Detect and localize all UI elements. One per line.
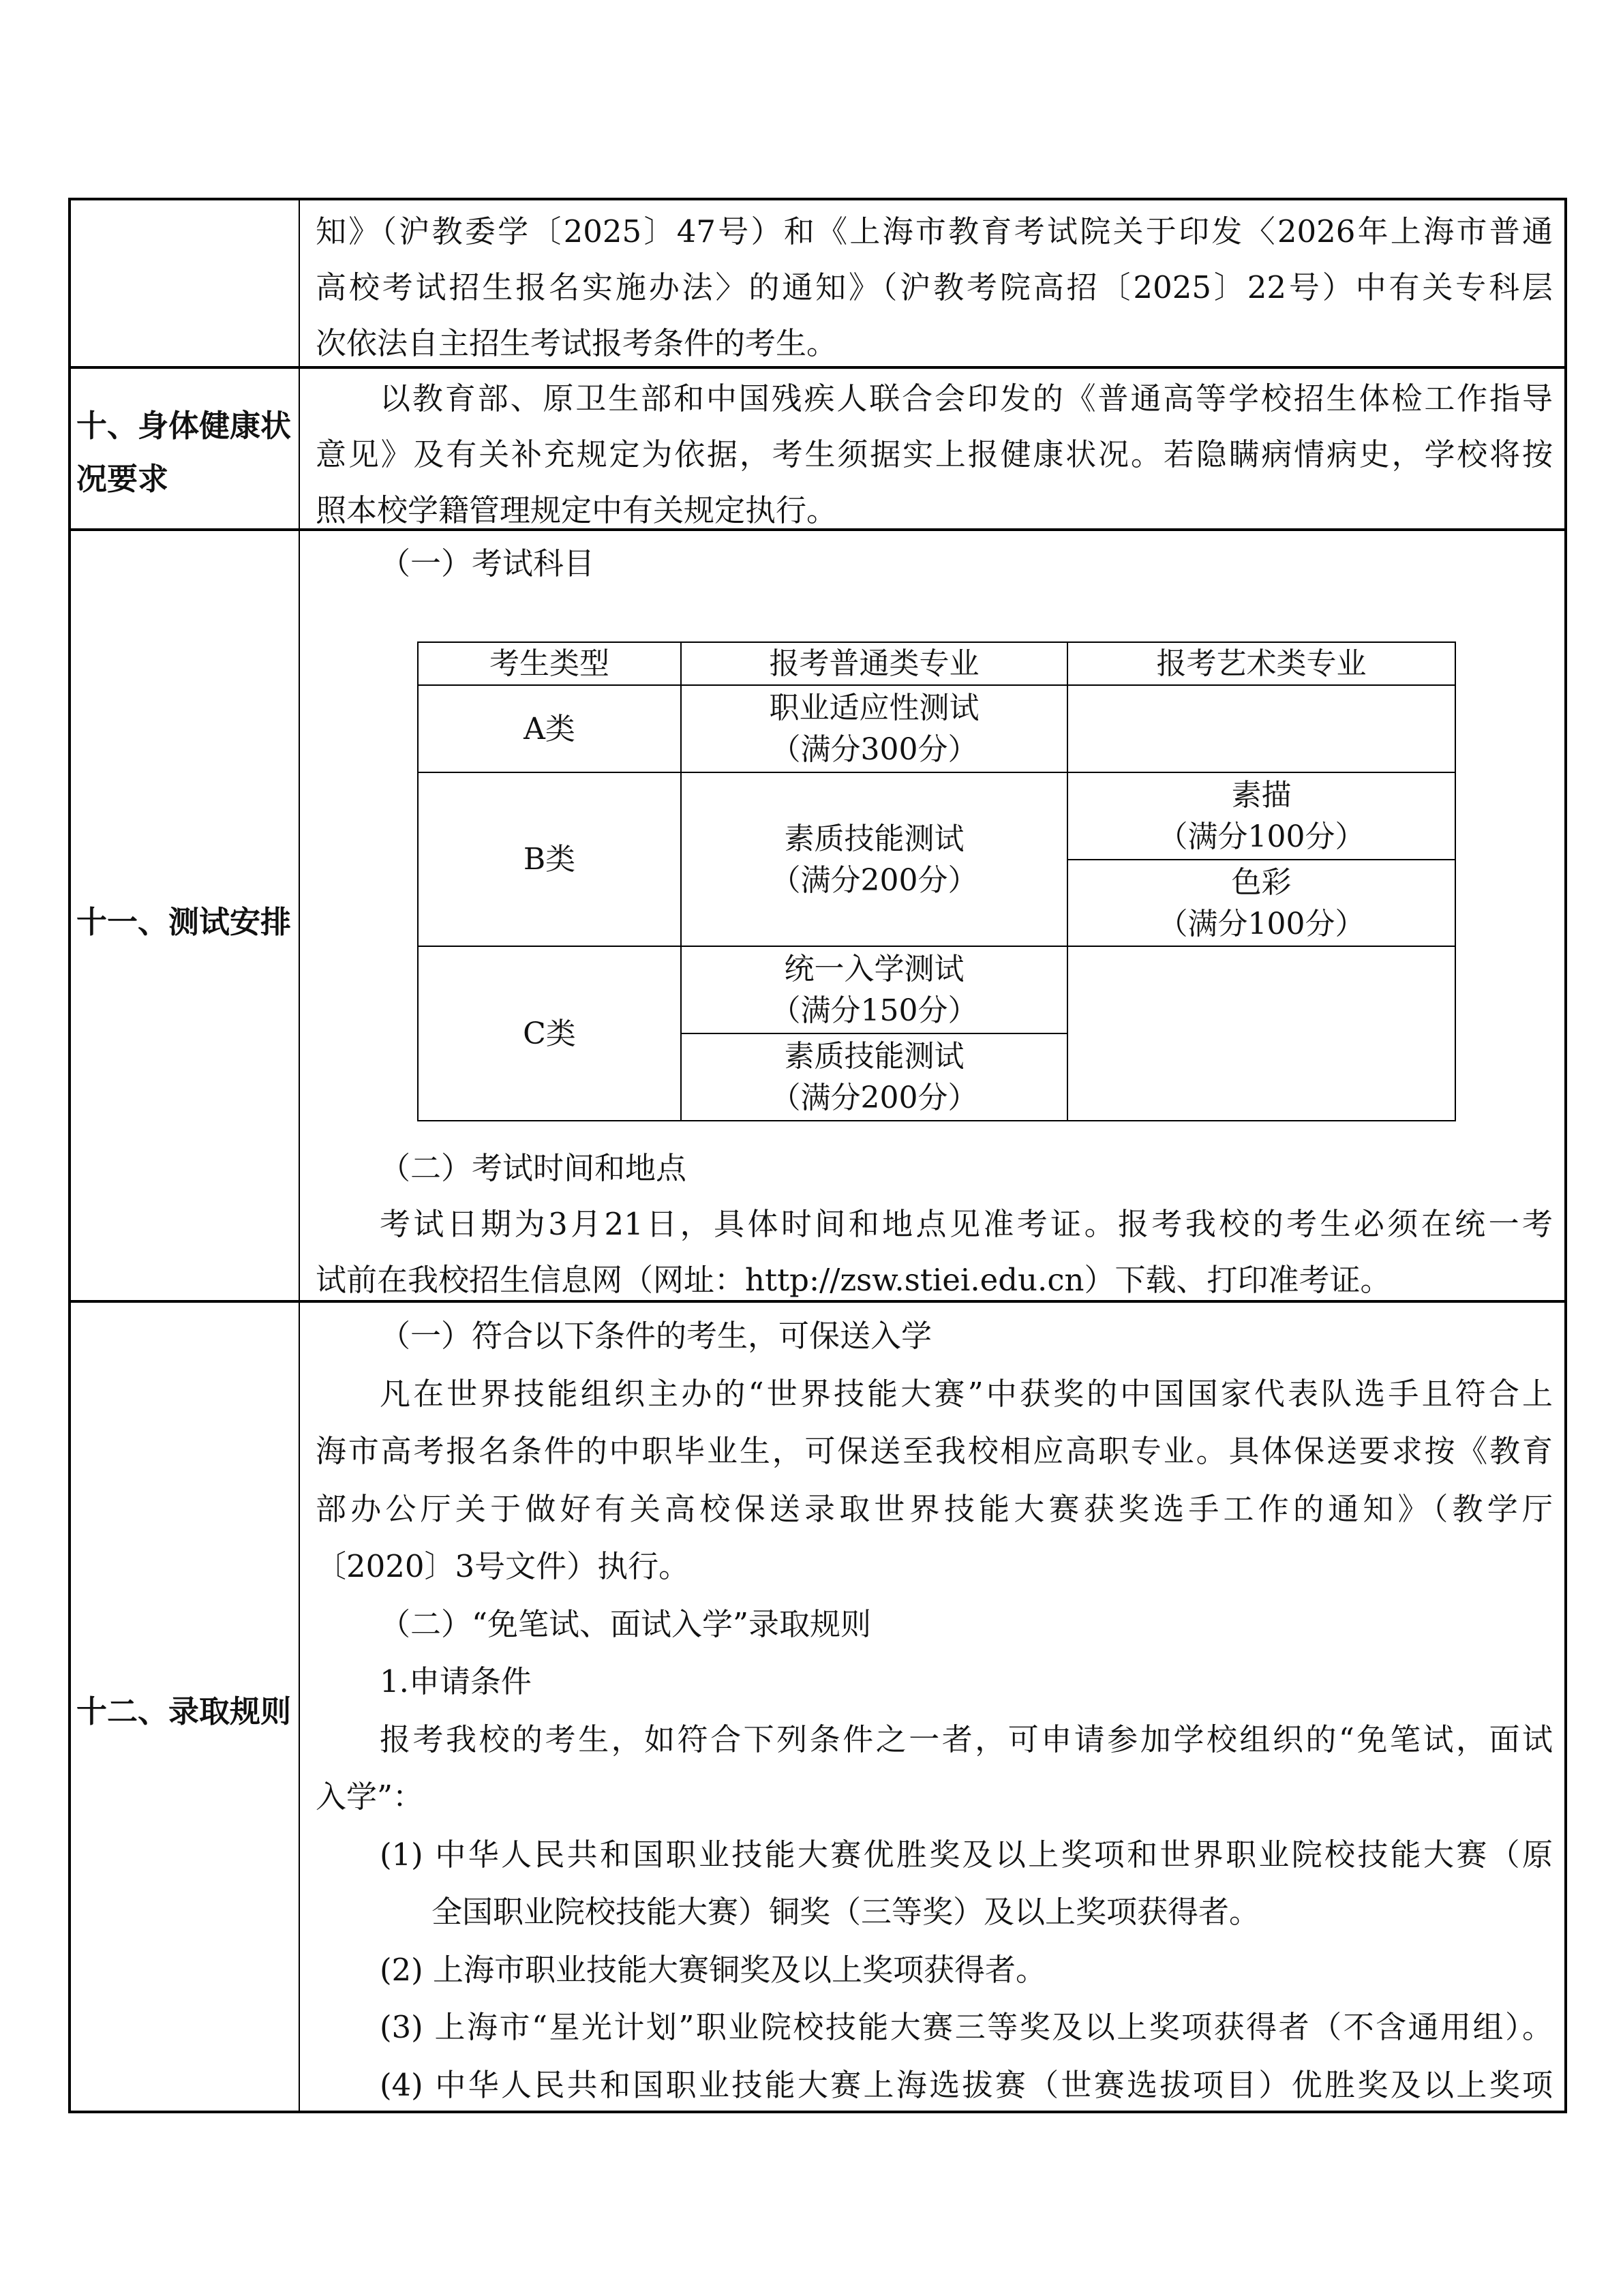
list-item: (2) 上海市职业技能大赛铜奖及以上奖项获得者。	[380, 1951, 1047, 1988]
label-line: 十、身体健康状	[76, 408, 292, 444]
type-cell	[417, 946, 682, 1121]
subject-name: 素质技能测试	[784, 821, 965, 856]
label-line: 况要求	[76, 461, 169, 497]
subject-name: 职业适应性测试	[769, 691, 980, 725]
column-divider	[299, 198, 300, 2113]
subject-name: 素描	[1231, 778, 1292, 813]
subject-cell	[680, 946, 1068, 1034]
type-text: A类	[524, 711, 575, 746]
list-item: (4) 中华人民共和国职业技能大赛上海选拔赛（世赛选拔项目）优胜奖及以上奖项	[380, 2066, 1553, 2103]
header-text: 报考普通类专业	[769, 646, 980, 681]
text-line: 意见》及有关补充规定为依据，考生须据实上报健康状况。若隐瞒病情病史，学校将按	[316, 436, 1553, 472]
health-requirements-content	[316, 371, 1553, 539]
type-text: B类	[523, 842, 576, 877]
text-line: 照本校学籍管理规定中有关规定执行。	[316, 492, 838, 528]
subject-score: （满分150分）	[770, 993, 978, 1028]
text-line: 1.申请条件	[380, 1663, 532, 1700]
subject-name: 统一入学测试	[784, 952, 965, 986]
empty-cell	[1067, 946, 1456, 1121]
header-text: 报考艺术类专业	[1156, 646, 1367, 681]
text-line: 入学”：	[316, 1779, 424, 1815]
text-line: 部办公厅关于做好有关高校保送录取世界技能大赛获奖选手工作的通知》（教学厅	[316, 1490, 1553, 1527]
subject-cell	[680, 772, 1068, 947]
subject-score: （满分200分）	[770, 1081, 978, 1115]
subject-name: 色彩	[1231, 864, 1292, 900]
text-line: 考试日期为3月21日，具体时间和地点见准考证。报考我校的考生必须在统一考	[380, 1206, 1553, 1242]
text-line: 〔2020〕3号文件）执行。	[316, 1548, 690, 1584]
subject-score: （满分300分）	[770, 732, 978, 767]
type-cell	[417, 772, 682, 947]
subject-name: 素质技能测试	[784, 1039, 965, 1074]
type-text: C类	[523, 1016, 576, 1051]
text-line: （二）“免笔试、面试入学”录取规则	[380, 1605, 872, 1642]
exam-time-place	[316, 1141, 1553, 1308]
text-line: 高校考试招生报名实施办法〉的通知》（沪教考院高招〔2025〕22号）中有关专科层	[316, 269, 1553, 305]
header-cell	[1067, 641, 1456, 686]
text-line: 试前在我校招生信息网（网址：http://zsw.stiei.edu.cn）下载、打印准考证。	[316, 1262, 1391, 1298]
header-cell	[417, 641, 682, 686]
list-item-continuation: 全国职业院校技能大赛）铜奖（三等奖）及以上奖项获得者。	[431, 1894, 1260, 1930]
text-line: 报考我校的考生，如符合下列条件之一者，可申请参加学校组织的“免笔试，面试	[380, 1721, 1553, 1757]
list-item: (3) 上海市“星光计划”职业院校技能大赛三等奖及以上奖项获得者（不含通用组）。	[380, 2009, 1553, 2045]
subject-cell	[680, 1033, 1068, 1121]
subject-cell	[1067, 772, 1456, 860]
test-subjects-heading: （一）考试科目	[380, 545, 595, 581]
row1-content	[316, 204, 1553, 372]
subject-cell	[680, 684, 1068, 773]
health-requirements-label	[76, 399, 294, 506]
test-subjects-heading-wrap	[316, 536, 1553, 592]
subject-cell	[1067, 859, 1456, 947]
text-line: 知》（沪教委学〔2025〕47号）和《上海市教育考试院关于印发〈2026年上海市普通	[316, 213, 1553, 250]
list-item: (1) 中华人民共和国职业技能大赛优胜奖及以上奖项和世界职业院校技能大赛（原	[380, 1836, 1553, 1873]
subject-score: （满分100分）	[1157, 906, 1365, 941]
text-line: 海市高考报名条件的中职毕业生，可保送至我校相应高职专业。具体保送要求按《教育	[316, 1433, 1553, 1469]
test-arrangement-label: 十一、测试安排	[76, 904, 292, 940]
subject-score: （满分200分）	[770, 862, 978, 898]
subject-score: （满分100分）	[1157, 819, 1365, 854]
empty-cell	[1067, 684, 1456, 773]
type-cell	[417, 684, 682, 773]
exam-time-heading: （二）考试时间和地点	[380, 1150, 687, 1186]
header-cell	[680, 641, 1068, 686]
text-line: （一）符合以下条件的考生，可保送入学	[380, 1318, 932, 1354]
admission-rules-content	[316, 1308, 1553, 2114]
admission-rules-label: 十二、录取规则	[76, 1693, 292, 1729]
text-line: 以教育部、原卫生部和中国残疾人联合会印发的《普通高等学校招生体检工作指导	[380, 380, 1553, 417]
header-text: 考生类型	[489, 646, 609, 681]
text-line: 次依法自主招生考试报考条件的考生。	[316, 325, 838, 361]
text-line: 凡在世界技能组织主办的“世界技能大赛”中获奖的中国国家代表队选手且符合上	[380, 1375, 1553, 1412]
